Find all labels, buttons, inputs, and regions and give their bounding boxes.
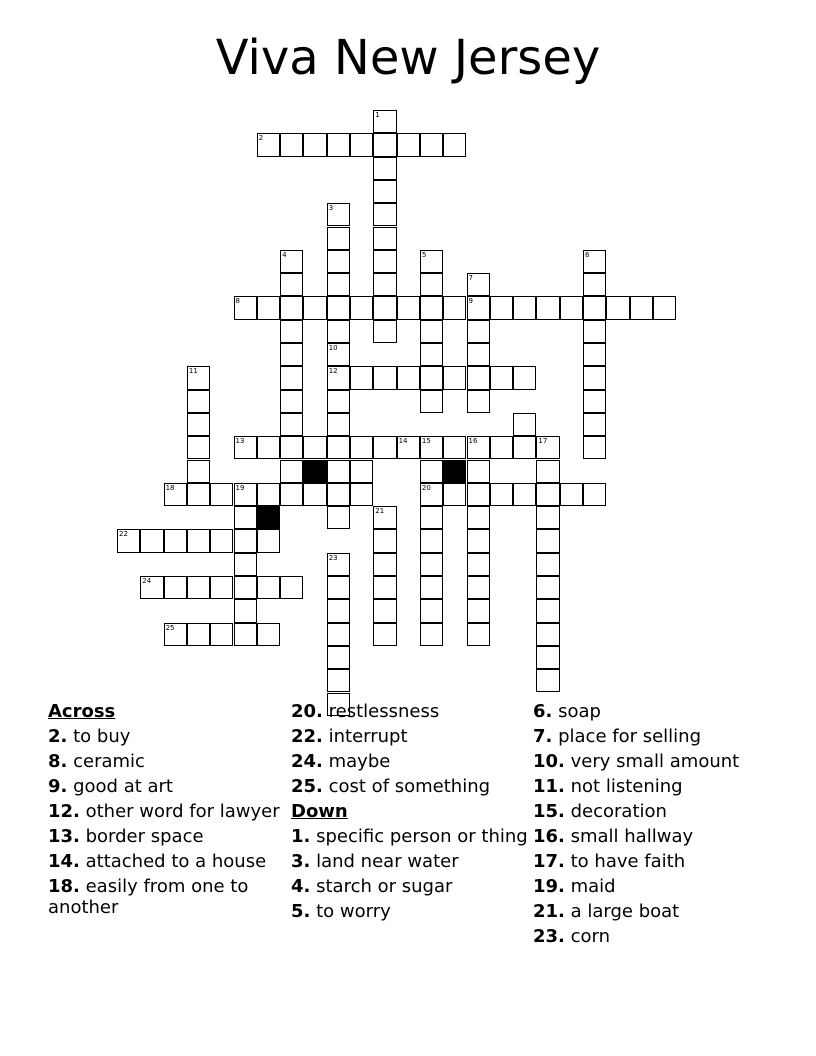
clue-item [48,726,288,747]
grid-cell[interactable] [280,483,303,506]
clue-text: land near water [310,851,459,872]
clue-num: 6. [533,701,553,722]
grid-cell[interactable] [373,553,396,576]
clue-number: 17 [538,437,548,446]
grid-cell[interactable] [280,460,303,483]
grid-cell[interactable] [443,133,466,156]
grid-cell[interactable] [513,366,536,389]
clue-number: 16 [468,437,478,446]
grid-cell[interactable] [373,110,396,133]
clue-text: small hallway [564,826,694,847]
clue-number: 7 [468,274,473,283]
grid-cell[interactable] [467,506,490,529]
grid-cell[interactable] [536,296,559,319]
black-cell [443,460,466,483]
clue-number: 18 [165,483,175,492]
grid-cell[interactable] [373,180,396,203]
clue-number: 24 [142,577,152,585]
clue-text: specific person or thing [310,826,528,847]
grid-cell[interactable] [536,646,559,669]
grid-cell[interactable] [373,366,396,389]
grid-cell[interactable] [327,273,350,296]
grid-cell[interactable] [467,599,490,622]
clue-number: 10 [328,344,338,352]
grid-cell[interactable] [327,623,350,646]
grid-cell[interactable] [234,576,257,599]
clue-num: 14. [48,851,80,872]
grid-cell[interactable] [280,343,303,366]
clue-item [291,901,531,922]
grid-cell[interactable] [327,506,350,529]
grid-cell[interactable] [327,133,350,156]
grid-cell[interactable] [280,413,303,436]
grid-cell[interactable] [420,390,443,413]
clue-num: 15. [533,801,565,822]
clue-number: 4 [282,250,287,259]
clue-item [48,876,288,918]
clue-item [48,826,288,847]
clue-number: 14 [398,437,408,446]
grid-cell[interactable] [164,483,187,506]
grid-cell[interactable] [420,273,443,296]
clue-num: 25. [291,776,323,797]
clue-number: 12 [328,367,338,376]
grid-cell[interactable] [490,483,513,506]
grid-cell[interactable] [467,553,490,576]
grid-cell[interactable] [467,343,490,366]
grid-cell[interactable] [327,576,350,599]
grid-cell[interactable] [420,483,443,506]
grid-cell[interactable] [327,227,350,250]
clue-text: maid [564,876,616,897]
grid-cell[interactable] [420,576,443,599]
clue-text: corn [564,926,611,947]
grid-cell[interactable] [350,483,373,506]
grid-cell[interactable] [606,296,629,319]
clue-text: to buy [67,726,131,747]
grid-cell[interactable] [327,343,350,366]
grid-cell[interactable] [583,273,606,296]
grid-cell[interactable] [373,599,396,622]
grid-cell[interactable] [583,413,606,436]
grid-cell[interactable] [467,296,490,319]
grid-cell[interactable] [653,296,676,319]
clue-item [533,901,773,922]
grid-cell[interactable] [467,390,490,413]
grid-cell[interactable] [187,436,210,459]
grid-cell[interactable] [513,413,536,436]
grid-cell[interactable] [280,133,303,156]
grid-cell[interactable] [420,529,443,552]
grid-cell[interactable] [327,483,350,506]
grid-cell[interactable] [140,529,163,552]
grid-cell[interactable] [467,529,490,552]
grid-cell[interactable] [280,273,303,296]
grid-cell[interactable] [210,576,233,599]
clue-item [533,801,773,822]
clue-num: 10. [533,751,565,772]
grid-cell[interactable] [467,623,490,646]
clue-number: 1 [375,111,380,119]
clue-text: to have faith [564,851,686,872]
clue-text: place for selling [552,726,702,747]
clue-text: border space [79,826,204,847]
clue-item [533,751,773,772]
clue-text: a large boat [564,901,680,922]
clue-number: 23 [328,553,338,562]
grid-cell[interactable] [187,366,210,389]
grid-cell[interactable] [373,227,396,250]
black-cell [303,460,326,483]
clue-item [291,776,531,797]
grid-cell[interactable] [234,483,257,506]
grid-cell[interactable] [234,506,257,529]
grid-cell[interactable] [373,133,396,156]
grid-cell[interactable] [397,436,420,459]
grid-cell[interactable] [536,623,559,646]
clue-text: attached to a house [79,851,267,872]
clue-number: 25 [165,623,175,632]
grid-cell[interactable] [583,366,606,389]
clue-item [533,851,773,872]
clue-item [291,826,531,847]
grid-cell[interactable] [234,623,257,646]
grid-cell[interactable] [467,366,490,389]
clue-text: easily from one to another [48,876,249,918]
clue-number: 19 [235,483,245,492]
grid-cell[interactable] [420,553,443,576]
grid-cell[interactable] [583,436,606,459]
clue-num: 5. [291,901,311,922]
clue-number: 21 [375,507,385,516]
clue-number: 6 [585,250,590,259]
grid-cell[interactable] [490,436,513,459]
clue-item [291,701,531,722]
across-heading: Across [48,701,116,722]
grid-cell[interactable] [327,646,350,669]
grid-cell[interactable] [140,576,163,599]
grid-cell[interactable] [327,553,350,576]
clue-text: other word for lawyer [79,801,280,822]
grid-cell[interactable] [420,366,443,389]
grid-cell[interactable] [257,483,280,506]
clue-text: soap [552,701,601,722]
grid-cell[interactable] [257,296,280,319]
grid-cell[interactable] [490,296,513,319]
grid-cell[interactable] [583,250,606,273]
clue-num: 19. [533,876,565,897]
clue-num: 12. [48,801,80,822]
grid-cell[interactable] [257,133,280,156]
grid-cell[interactable] [536,669,559,692]
grid-cell[interactable] [420,296,443,319]
clue-num: 13. [48,826,80,847]
grid-cell[interactable] [350,460,373,483]
grid-cell[interactable] [373,506,396,529]
grid-cell[interactable] [327,320,350,343]
grid-cell[interactable] [397,296,420,319]
grid-cell[interactable] [187,529,210,552]
grid-cell[interactable] [327,390,350,413]
grid-cell[interactable] [164,576,187,599]
grid-cell[interactable] [257,623,280,646]
grid-cell[interactable] [560,296,583,319]
clue-text: restlessness [322,701,440,722]
grid-cell[interactable] [513,436,536,459]
clue-number: 9 [468,297,473,306]
grid-cell[interactable] [373,273,396,296]
grid-cell[interactable] [327,203,350,226]
grid-cell[interactable] [490,366,513,389]
clue-text: interrupt [322,726,408,747]
grid-cell[interactable] [536,529,559,552]
clue-column-2 [291,701,531,926]
clue-item [533,826,773,847]
clue-num: 7. [533,726,553,747]
grid-cell[interactable] [234,436,257,459]
grid-cell[interactable] [117,529,140,552]
clue-number: 11 [188,367,198,376]
grid-cell[interactable] [373,529,396,552]
black-cell [257,506,280,529]
clue-item [533,926,773,947]
grid-cell[interactable] [257,529,280,552]
grid-cell[interactable] [280,296,303,319]
grid-cell[interactable] [303,436,326,459]
grid-cell[interactable] [536,599,559,622]
clue-num: 21. [533,901,565,922]
clue-number: 20 [421,483,431,492]
clue-column-1 [48,701,288,922]
grid-cell[interactable] [350,366,373,389]
grid-cell[interactable] [280,576,303,599]
clue-number: 3 [328,204,334,213]
clue-item [48,751,288,772]
grid-cell[interactable] [327,460,350,483]
grid-cell[interactable] [257,436,280,459]
clue-number: 15 [421,437,431,446]
grid-cell[interactable] [257,576,280,599]
grid-cell[interactable] [210,623,233,646]
grid-cell[interactable] [187,413,210,436]
grid-cell[interactable] [443,366,466,389]
grid-cell[interactable] [234,553,257,576]
grid-cell[interactable] [373,436,396,459]
clue-num: 24. [291,751,323,772]
grid-cell[interactable] [467,436,490,459]
grid-cell[interactable] [583,320,606,343]
grid-cell[interactable] [327,436,350,459]
grid-cell[interactable] [397,133,420,156]
grid-cell[interactable] [327,413,350,436]
clue-item [48,801,288,822]
grid-cell[interactable] [373,576,396,599]
clue-num: 8. [48,751,68,772]
grid-cell[interactable] [536,576,559,599]
grid-cell[interactable] [513,296,536,319]
grid-cell[interactable] [536,436,559,459]
clue-item [533,701,773,722]
grid-cell[interactable] [583,390,606,413]
clue-item [48,776,288,797]
grid-cell[interactable] [303,483,326,506]
grid-cell[interactable] [420,320,443,343]
grid-cell[interactable] [187,460,210,483]
clue-num: 17. [533,851,565,872]
clue-text: to worry [310,901,391,922]
grid-cell[interactable] [536,460,559,483]
clue-text: ceramic [67,751,145,772]
grid-cell[interactable] [327,669,350,692]
grid-cell[interactable] [583,296,606,319]
clue-text: not listening [564,776,683,797]
grid-cell[interactable] [420,133,443,156]
grid-cell[interactable] [420,599,443,622]
grid-cell[interactable] [187,623,210,646]
clue-text: cost of something [322,776,491,797]
grid-cell[interactable] [234,529,257,552]
clue-num: 18. [48,876,80,897]
clue-num: 1. [291,826,311,847]
clue-number: 22 [119,530,128,539]
grid-cell[interactable] [373,623,396,646]
grid-cell[interactable] [467,320,490,343]
grid-cell[interactable] [420,343,443,366]
clue-num: 16. [533,826,565,847]
grid-cell[interactable] [350,133,373,156]
grid-cell[interactable] [164,529,187,552]
clue-item [291,751,531,772]
down-heading: Down [291,801,348,822]
clue-num: 23. [533,926,565,947]
grid-cell[interactable] [536,553,559,576]
clue-number: 13 [235,437,245,446]
grid-cell[interactable] [373,296,396,319]
clue-text: very small amount [564,751,740,772]
grid-cell[interactable] [373,157,396,180]
clue-item [533,876,773,897]
grid-cell[interactable] [164,623,187,646]
clue-num: 22. [291,726,323,747]
grid-cell[interactable] [536,483,559,506]
grid-cell[interactable] [210,483,233,506]
grid-cell[interactable] [420,460,443,483]
puzzle-title: Viva New Jersey [215,30,601,86]
grid-cell[interactable] [420,250,443,273]
clue-num: 2. [48,726,68,747]
clue-column-3 [533,701,773,951]
grid-cell[interactable] [536,506,559,529]
clue-num: 4. [291,876,311,897]
grid-cell[interactable] [467,483,490,506]
grid-cell[interactable] [280,390,303,413]
clue-text: decoration [564,801,667,822]
grid-cell[interactable] [467,460,490,483]
grid-cell[interactable] [327,296,350,319]
clue-text: maybe [322,751,391,772]
clue-number: 5 [421,250,427,259]
clue-item [48,851,288,872]
grid-cell[interactable] [560,483,583,506]
grid-cell[interactable] [187,483,210,506]
grid-cell[interactable] [234,599,257,622]
grid-cell[interactable] [327,366,350,389]
grid-cell[interactable] [373,250,396,273]
grid-cell[interactable] [280,320,303,343]
clue-text: starch or sugar [310,876,453,897]
grid-cell[interactable] [630,296,653,319]
grid-cell[interactable] [397,366,420,389]
grid-cell[interactable] [210,529,233,552]
clue-number: 8 [235,297,240,306]
grid-cell[interactable] [350,436,373,459]
clue-num: 11. [533,776,565,797]
grid-cell[interactable] [583,483,606,506]
grid-cell[interactable] [420,436,443,459]
grid-cell[interactable] [583,343,606,366]
grid-cell[interactable] [420,623,443,646]
grid-cell[interactable] [280,366,303,389]
grid-cell[interactable] [443,296,466,319]
grid-cell[interactable] [350,296,373,319]
grid-cell[interactable] [303,296,326,319]
clue-text: good at art [67,776,173,797]
grid-cell[interactable] [280,436,303,459]
grid-cell[interactable] [303,133,326,156]
grid-cell[interactable] [467,576,490,599]
clue-item [533,776,773,797]
clue-item [291,876,531,897]
grid-cell[interactable] [187,390,210,413]
grid-cell[interactable] [467,273,490,296]
grid-cell[interactable] [420,506,443,529]
grid-cell[interactable] [443,483,466,506]
grid-cell[interactable] [187,576,210,599]
grid-cell[interactable] [443,436,466,459]
grid-cell[interactable] [280,250,303,273]
grid-cell[interactable] [327,599,350,622]
clue-num: 3. [291,851,311,872]
grid-cell[interactable] [327,250,350,273]
grid-cell[interactable] [373,320,396,343]
clue-item [291,726,531,747]
grid-cell[interactable] [234,296,257,319]
clue-item [533,726,773,747]
clue-num: 9. [48,776,68,797]
grid-cell[interactable] [513,483,536,506]
clue-num: 20. [291,701,323,722]
grid-cell[interactable] [373,203,396,226]
clue-item [291,851,531,872]
clue-number: 2 [258,134,264,143]
